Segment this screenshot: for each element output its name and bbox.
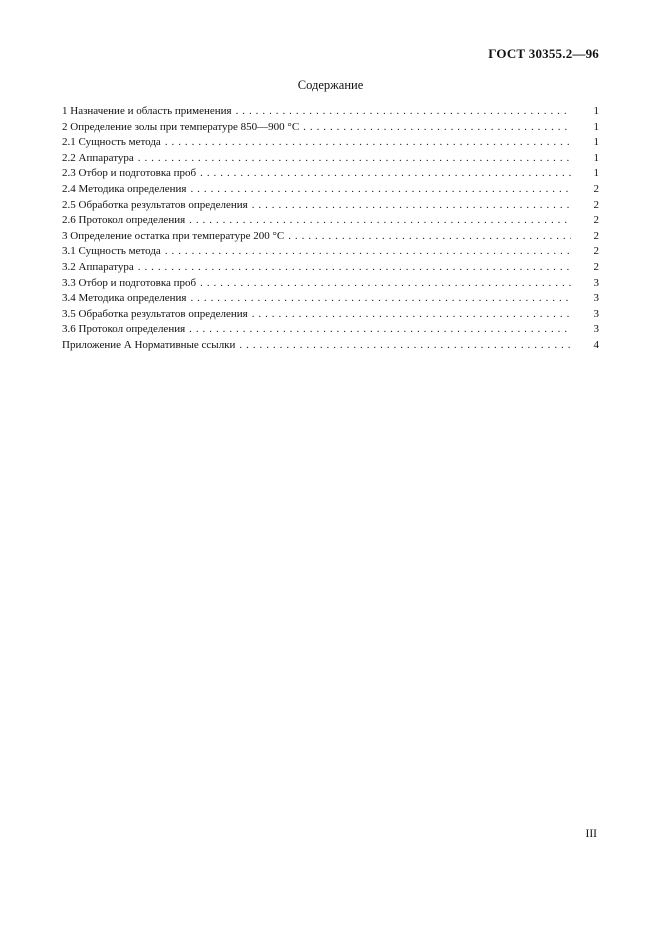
toc-entry-label: Приложение А Нормативные ссылки — [62, 338, 236, 351]
toc-leader-dots — [189, 213, 571, 229]
toc-leader-dots — [190, 182, 571, 198]
table-of-contents — [62, 104, 599, 354]
toc-leader-dots — [288, 229, 571, 245]
toc-entry-page: 1 — [593, 151, 599, 164]
toc-entry-page: 1 — [593, 136, 599, 149]
toc-entry-page: 2 — [593, 198, 599, 211]
toc-entry-page: 2 — [593, 245, 599, 258]
toc-entry-label: 2.3 Отбор и подготовка проб — [62, 167, 197, 180]
toc-leader-dots — [189, 322, 571, 338]
toc-leader-dots — [165, 244, 571, 260]
toc-entry-label: 2.1 Сущность метода — [62, 136, 161, 149]
toc-leader-dots — [165, 135, 571, 151]
toc-entry — [62, 276, 599, 292]
toc-entry-page: 2 — [593, 229, 599, 242]
toc-entry — [62, 182, 599, 198]
toc-entry — [62, 166, 599, 182]
toc-entry-label: 2.5 Обработка результатов определения — [62, 198, 248, 211]
toc-entry — [62, 307, 599, 323]
toc-entry-label: 3.5 Обработка результатов определения — [62, 307, 248, 320]
toc-entry-label: 2.6 Протокол определения — [62, 214, 186, 227]
toc-leader-dots — [239, 338, 571, 354]
toc-entry-label: 2.4 Методика определения — [62, 182, 187, 195]
toc-entry — [62, 338, 599, 354]
toc-leader-dots — [236, 104, 571, 120]
toc-entry — [62, 198, 599, 214]
toc-entry-page: 3 — [593, 292, 599, 305]
toc-leader-dots — [252, 198, 571, 214]
toc-entry-page: 1 — [593, 120, 599, 133]
toc-entry-label: 3 Определение остатка при температуре 200 °С — [62, 229, 285, 242]
toc-leader-dots — [138, 260, 571, 276]
toc-entry — [62, 291, 599, 307]
toc-entry — [62, 213, 599, 229]
toc-leader-dots — [303, 120, 571, 136]
toc-entry — [62, 322, 599, 338]
toc-entry — [62, 244, 599, 260]
toc-title: Содержание — [297, 78, 364, 92]
page-number: III — [585, 828, 597, 840]
toc-entry-page: 2 — [593, 260, 599, 273]
toc-entry-page: 2 — [593, 182, 599, 195]
toc-entry-label: 3.6 Протокол определения — [62, 323, 186, 336]
toc-entry-label: 2 Определение золы при температуре 850—900 °С — [62, 120, 300, 133]
toc-entry-page: 3 — [593, 307, 599, 320]
toc-entry-page: 1 — [593, 167, 599, 180]
toc-entry-label: 2.2 Аппаратура — [62, 151, 134, 164]
toc-entry-page: 2 — [593, 214, 599, 227]
toc-entry — [62, 135, 599, 151]
toc-entry-label: 3.2 Аппаратура — [62, 260, 134, 273]
toc-entry-label: 3.3 Отбор и подготовка проб — [62, 276, 197, 289]
toc-leader-dots — [138, 151, 571, 167]
toc-leader-dots — [190, 291, 571, 307]
toc-entry-page: 4 — [593, 338, 599, 351]
toc-leader-dots — [200, 276, 571, 292]
toc-entry — [62, 229, 599, 245]
toc-leader-dots — [252, 307, 571, 323]
toc-entry — [62, 260, 599, 276]
toc-entry — [62, 151, 599, 167]
toc-entry — [62, 104, 599, 120]
toc-leader-dots — [200, 166, 571, 182]
toc-entry — [62, 120, 599, 136]
toc-entry-label: 3.4 Методика определения — [62, 292, 187, 305]
standard-code: ГОСТ 30355.2—96 — [488, 46, 599, 61]
toc-entry-page: 1 — [593, 105, 599, 117]
toc-entry-page: 3 — [593, 276, 599, 289]
toc-entry-page: 3 — [593, 323, 599, 336]
toc-entry-label: 3.1 Сущность метода — [62, 245, 161, 258]
toc-entry-label: 1 Назначение и область применения — [62, 105, 232, 117]
